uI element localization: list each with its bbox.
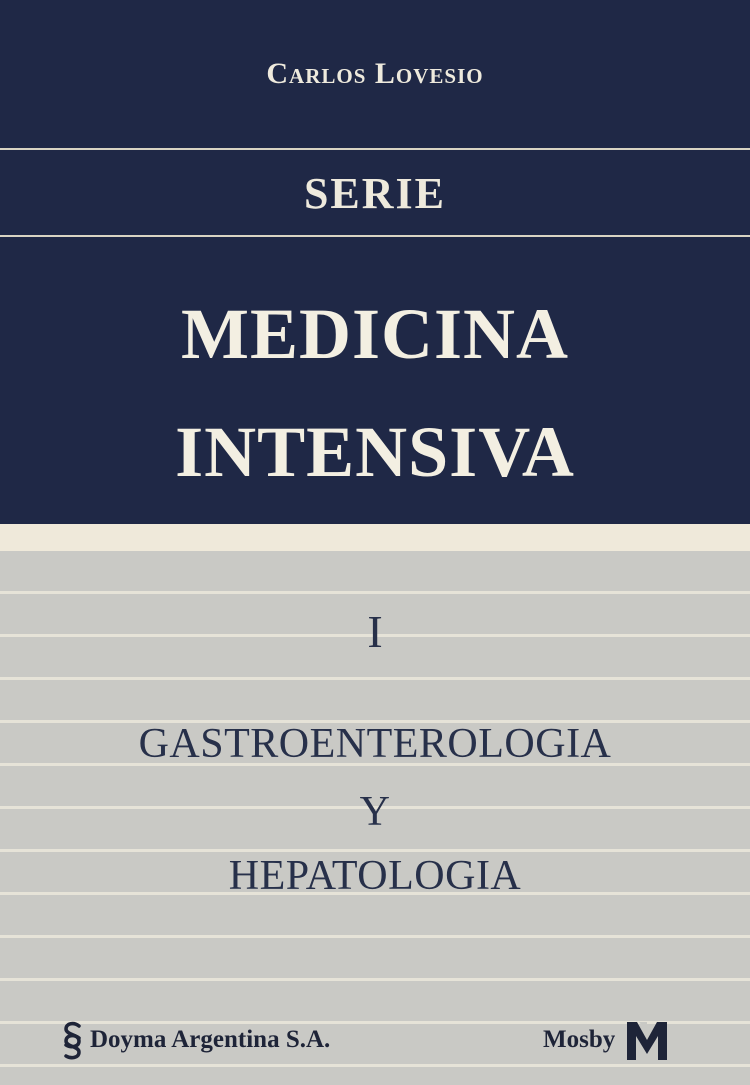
title-line-2: INTENSIVA: [175, 412, 575, 492]
title-line-1: MEDICINA: [180, 294, 569, 374]
publisher-mosby: [543, 1018, 669, 1062]
transition-strip: [0, 524, 750, 551]
divider-rule-upper: [0, 148, 750, 150]
subject-line-2: Y: [359, 789, 391, 835]
author-name: Carlos Lovesio: [266, 57, 484, 90]
publisher-doyma-name: Doyma Argentina S.A.: [90, 1026, 331, 1053]
doyma-s-mark-icon: [62, 1020, 84, 1060]
subject-line-3: HEPATOLOGIA: [228, 853, 522, 899]
divider-rule-lower: [0, 235, 750, 237]
volume-number: I: [367, 606, 383, 657]
mosby-m-logo-icon: [625, 1018, 669, 1062]
publisher-doyma: [62, 1018, 330, 1062]
subject-line-1: GASTROENTEROLOGIA: [138, 721, 612, 767]
publisher-mosby-name: Mosby: [543, 1026, 616, 1053]
series-label: SERIE: [303, 169, 447, 218]
